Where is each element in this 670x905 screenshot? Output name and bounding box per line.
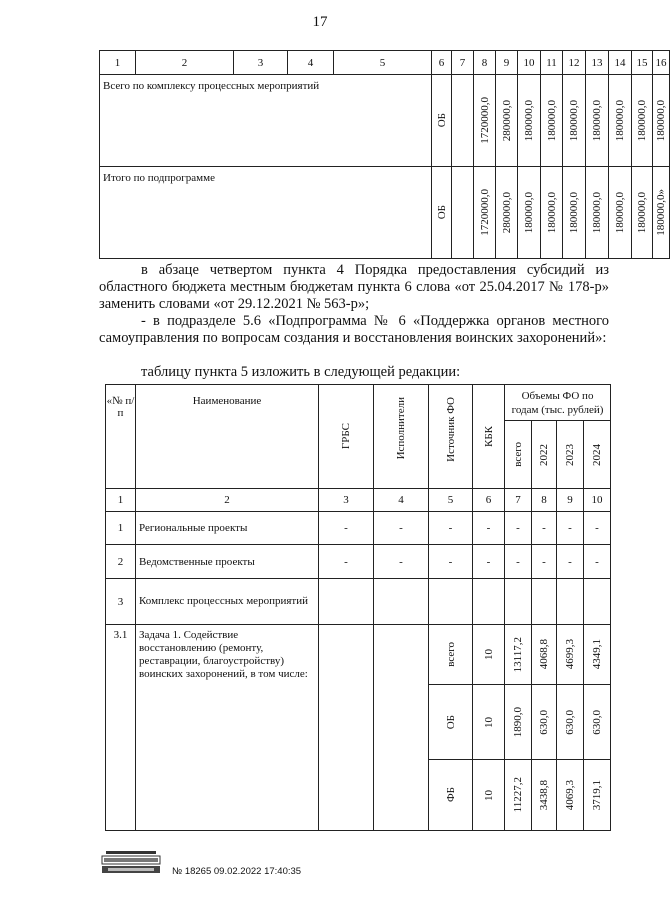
paragraph-amendment-3: таблицу пункта 5 изложить в следующей редакции:	[141, 364, 461, 380]
summary-table	[99, 50, 670, 259]
t2-r31-c-2024: 3719,1	[584, 760, 611, 831]
t1-row2-v1: 1720000,0	[474, 167, 496, 259]
t2-r2-c3: -	[319, 545, 374, 579]
t2-header-source: Источник ФО	[429, 385, 473, 489]
t2-r31-num: 3.1	[106, 625, 136, 831]
t1-row1-label: Всего по комплексу процессных мероприятий	[100, 75, 432, 167]
t2-r1-c7: -	[505, 512, 532, 545]
t2-r31-c-2023: 4069,3	[557, 760, 584, 831]
t2-r2-c4: -	[374, 545, 429, 579]
t2-r2-c7: -	[505, 545, 532, 579]
t2-r1-c4: -	[374, 512, 429, 545]
t2-r31-a-2023: 4699,3	[557, 625, 584, 685]
registration-stamp-icon	[100, 847, 162, 877]
paragraph-amendment-1: в абзаце четвертом пункта 4 Порядка предоставления субсидий из областного бюджета местным бюджетам пункта 6 слова «от 25.04.2017 № 178-р» заменить словами «от 29.12.2021 № 563-р»;	[99, 262, 609, 312]
t1-col-12: 12	[563, 51, 586, 75]
t2-r31-c-source: ФБ	[429, 760, 473, 831]
t1-row2-v8: 180000,0	[632, 167, 653, 259]
t1-row2-v5: 180000,0	[563, 167, 586, 259]
t2-r31-b-kbk: 10	[473, 685, 505, 760]
t1-row1-v2: 280000,0	[496, 75, 518, 167]
t2-row-process-complex	[106, 579, 611, 625]
t2-r3-name: Комплекс процессных мероприятий	[136, 579, 319, 625]
t2-r2-c10: -	[584, 545, 611, 579]
t2-colnum-9: 9	[557, 489, 584, 512]
t2-colnum-6: 6	[473, 489, 505, 512]
t2-r31-b-2024: 630,0	[584, 685, 611, 760]
t1-row2-v3: 180000,0	[518, 167, 541, 259]
t2-r31-b-2022: 630,0	[532, 685, 557, 760]
t1-col-5: 5	[334, 51, 432, 75]
t2-r1-name: Региональные проекты	[136, 512, 319, 545]
t1-row2-source: ОБ	[432, 167, 452, 259]
paragraph-amendment-2: - в подразделе 5.6 «Подпрограмма № 6 «Поддержка органов местного самоуправления по вопросам создания и восстановления воинских захоронений»:	[99, 313, 609, 346]
t1-row2-v9: 180000,0»	[653, 167, 670, 259]
t2-r31-c-2022: 3438,8	[532, 760, 557, 831]
t2-r1-num: 1	[106, 512, 136, 545]
t2-header-total: всего	[505, 421, 532, 489]
t1-row2-v4: 180000,0	[541, 167, 563, 259]
t2-r2-c9: -	[557, 545, 584, 579]
t1-col-10: 10	[518, 51, 541, 75]
t2-r2-name: Ведомственные проекты	[136, 545, 319, 579]
t1-col-1: 1	[100, 51, 136, 75]
t2-colnum-3: 3	[319, 489, 374, 512]
t2-r31-b-total: 1890,0	[505, 685, 532, 760]
t1-col-16: 16	[653, 51, 670, 75]
t1-row1-v6: 180000,0	[586, 75, 609, 167]
t2-colnum-1: 1	[106, 489, 136, 512]
t1-col-11: 11	[541, 51, 563, 75]
t1-row1-empty	[452, 75, 474, 167]
table1-header-row	[100, 51, 670, 75]
t2-colnum-8: 8	[532, 489, 557, 512]
t1-row1-source: ОБ	[432, 75, 452, 167]
t1-col-9: 9	[496, 51, 518, 75]
t2-r2-num: 2	[106, 545, 136, 579]
t2-r31-a-2022: 4068,8	[532, 625, 557, 685]
t2-header-2024: 2024	[584, 421, 611, 489]
t1-row2-v6: 180000,0	[586, 167, 609, 259]
t2-header-kbk: КБК	[473, 385, 505, 489]
t1-row1-v1: 1720000,0	[474, 75, 496, 167]
table1-row-total-complex	[100, 75, 670, 167]
t1-row2-v2: 280000,0	[496, 167, 518, 259]
program-table	[105, 384, 611, 831]
t2-r31-a-source: всего	[429, 625, 473, 685]
t2-header-num: «№ п/п	[106, 385, 136, 489]
t2-colnum-2: 2	[136, 489, 319, 512]
t1-row1-v8: 180000,0	[632, 75, 653, 167]
t2-r1-c10: -	[584, 512, 611, 545]
t2-r31-c-total: 11227,2	[505, 760, 532, 831]
t1-col-2: 2	[136, 51, 234, 75]
t1-row1-v7: 180000,0	[609, 75, 632, 167]
t2-r1-c3: -	[319, 512, 374, 545]
t1-row1-v9: 180000,0	[653, 75, 670, 167]
t1-col-14: 14	[609, 51, 632, 75]
registration-number: № 18265 09.02.2022 17:40:35	[172, 866, 302, 877]
t1-col-3: 3	[234, 51, 288, 75]
t2-r1-c8: -	[532, 512, 557, 545]
t1-row2-label: Итого по подпрограмме	[100, 167, 432, 259]
t2-colnum-7: 7	[505, 489, 532, 512]
t2-header-name: Наименование	[136, 385, 319, 489]
t2-r31-c-kbk: 10	[473, 760, 505, 831]
t2-r31-a-2024: 4349,1	[584, 625, 611, 685]
t1-col-13: 13	[586, 51, 609, 75]
t2-r31-a-kbk: 10	[473, 625, 505, 685]
t2-header-2023: 2023	[557, 421, 584, 489]
t2-row31-total	[106, 625, 611, 685]
t1-row1-v3: 180000,0	[518, 75, 541, 167]
table1-row-subprogram-total	[100, 167, 670, 259]
t1-row1-v4: 180000,0	[541, 75, 563, 167]
t2-r31-b-source: ОБ	[429, 685, 473, 760]
t2-r1-c5: -	[429, 512, 473, 545]
t2-colnum-5: 5	[429, 489, 473, 512]
t2-r31-b-2023: 630,0	[557, 685, 584, 760]
t1-col-15: 15	[632, 51, 653, 75]
t2-r2-c8: -	[532, 545, 557, 579]
t2-r2-c5: -	[429, 545, 473, 579]
t2-col-number-row	[106, 489, 611, 512]
t2-r3-num: 3	[106, 579, 136, 625]
t2-header-grbs: ГРБС	[319, 385, 374, 489]
page-number: 17	[312, 14, 328, 30]
t2-r31-name: Задача 1. Содействие восстановлению (ремонту, реставрации, благоустройству) воинских захоронений, в том числе:	[136, 625, 319, 831]
t2-row-departmental-projects	[106, 545, 611, 579]
t2-r2-c6: -	[473, 545, 505, 579]
t1-col-4: 4	[288, 51, 334, 75]
t2-header-volumes: Объемы ФО по годам (тыс. рублей)	[505, 385, 611, 421]
t2-r1-c9: -	[557, 512, 584, 545]
t1-col-8: 8	[474, 51, 496, 75]
t2-header-2022: 2022	[532, 421, 557, 489]
t2-colnum-4: 4	[374, 489, 429, 512]
t1-row2-empty	[452, 167, 474, 259]
t1-row1-v5: 180000,0	[563, 75, 586, 167]
t2-row-regional-projects	[106, 512, 611, 545]
t2-header-executors: Исполнители	[374, 385, 429, 489]
t2-r31-a-total: 13117,2	[505, 625, 532, 685]
t1-col-6: 6	[432, 51, 452, 75]
t1-row2-v7: 180000,0	[609, 167, 632, 259]
t2-colnum-10: 10	[584, 489, 611, 512]
t2-r1-c6: -	[473, 512, 505, 545]
t1-col-7: 7	[452, 51, 474, 75]
